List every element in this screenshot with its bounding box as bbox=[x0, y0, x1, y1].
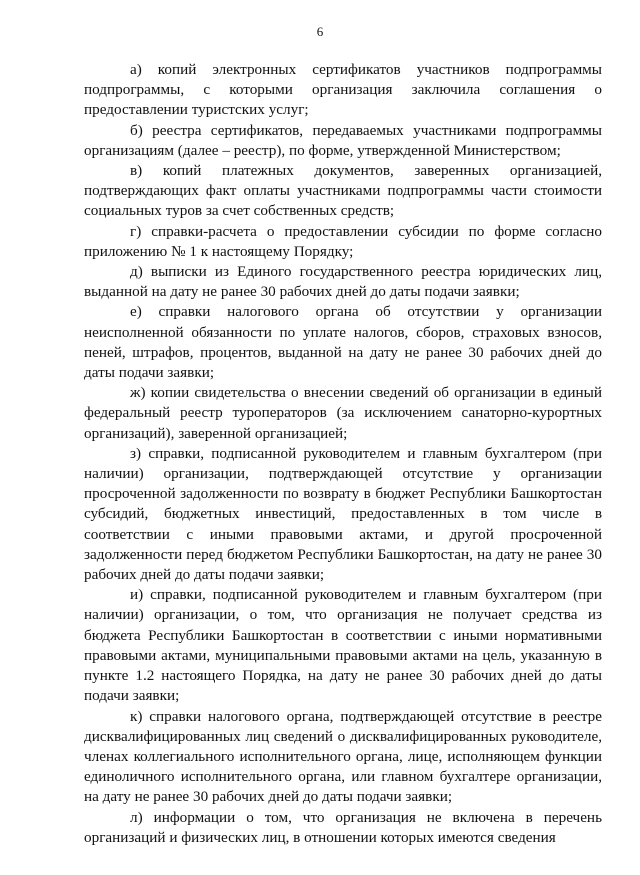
paragraph-i: и) справки, подписанной руководителем и главным бухгалтером (при наличии) организации, о том, что организация не получает средства из бюджета Республики Башкортостан в соответствии с иными нормативными правовыми актами, муниципальными правовыми актами на цель, указанную в пункте 1.2 настоящего Порядка, на дату не ранее 30 рабочих дней до даты подачи заявки; bbox=[84, 586, 602, 705]
document-body bbox=[84, 60, 602, 848]
paragraph-zh: ж) копии свидетельства о внесении сведений об организации в единый федеральный реестр туроператоров (за исключением санаторно-курортных организаций), заверенной организацией; bbox=[84, 384, 602, 442]
paragraph-v: в) копий платежных документов, заверенных организацией, подтверждающих факт оплаты участниками подпрограммы части стоимости социальных туров за счет собственных средств; bbox=[84, 162, 602, 220]
paragraph-g: г) справки-расчета о предоставлении субсидии по форме согласно приложению № 1 к настоящему Порядку; bbox=[84, 222, 602, 260]
paragraph-l: л) информации о том, что организация не включена в перечень организаций и физических лиц, в отношении которых имеются сведения bbox=[84, 808, 602, 846]
paragraph-b: б) реестра сертификатов, передаваемых участниками подпрограммы организациям (далее – реестр), по форме, утвержденной Министерством; bbox=[84, 121, 602, 159]
page-number: 6 bbox=[316, 24, 324, 39]
paragraph-z: з) справки, подписанной руководителем и главным бухгалтером (при наличии) организации, подтверждающей отсутствие у организации просроченной задолженности по возврату в бюджет Республики Башкортостан субсидий, бюджетных инвестиций, предоставленных в том числе в соответствии с иными правовыми актами, и другой просроченной задолженности перед бюджетом Республики Башкортостан, на дату не ранее 30 рабочих дней до даты подачи заявки; bbox=[84, 444, 602, 584]
paragraph-d: д) выписки из Единого государственного реестра юридических лиц, выданной на дату не ранее 30 рабочих дней до даты подачи заявки; bbox=[84, 263, 602, 301]
paragraph-e: е) справки налогового органа об отсутствии у организации неисполненной обязанности по уплате налогов, сборов, страховых взносов, пеней, штрафов, процентов, выданной на дату не ранее 30 рабочих дней до даты подачи заявки; bbox=[84, 303, 602, 382]
paragraph-k: к) справки налогового органа, подтверждающей отсутствие в реестре дисквалифицированных лиц сведений о дисквалифицированных руководителе, членах коллегиального исполнительного органа, лице, исполняющем функции единоличного исполнительного органа, или главном бухгалтере организации, на дату не ранее 30 рабочих дней до даты подачи заявки; bbox=[84, 707, 602, 806]
paragraph-a: а) копий электронных сертификатов участников подпрограммы подпрограммы, с которыми организация заключила соглашения о предоставлении туристских услуг; bbox=[84, 61, 602, 119]
